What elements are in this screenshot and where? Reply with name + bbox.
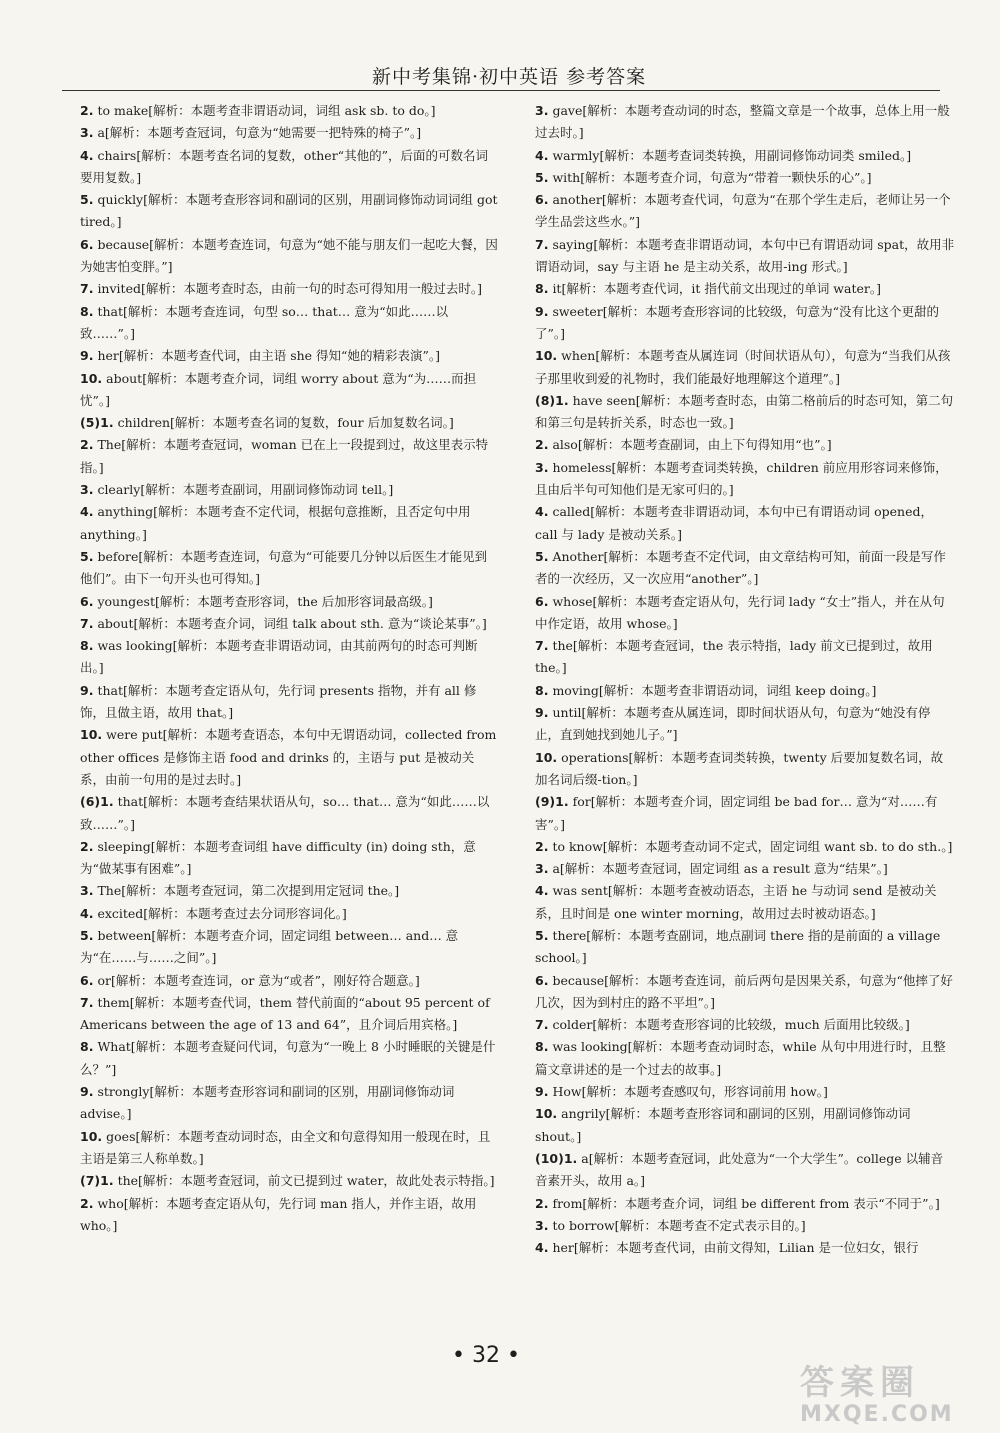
answer-text: warmly[解析：本题考查词类转换，用副词修饰动词类 smiled。] xyxy=(552,147,912,163)
answer-number: 4. xyxy=(80,147,94,163)
answer-text: that[解析：本题考查结果状语从句，so… that… 意为“如此……以致……”。] xyxy=(80,794,490,832)
answer-number: 4. xyxy=(535,1240,549,1256)
answer-number: 5. xyxy=(535,169,549,185)
answer-item xyxy=(80,635,498,680)
answer-number: 2. xyxy=(80,838,94,854)
answer-number: 8. xyxy=(80,303,94,319)
answer-number: 2. xyxy=(535,437,549,453)
answer-number: 10. xyxy=(535,1106,558,1122)
answer-item xyxy=(535,836,955,858)
answer-text: that[解析：本题考查连词，句型 so… that… 意为“如此……以致……”。] xyxy=(80,303,449,341)
answer-text: What[解析：本题考查疑问代词，句意为“一晚上 8 小时睡眠的关键是什么？”] xyxy=(80,1039,496,1077)
answer-number: 6. xyxy=(535,593,549,609)
answer-number: 10. xyxy=(80,1128,103,1144)
answer-number: 9. xyxy=(535,303,549,319)
answer-number: 6. xyxy=(535,972,549,988)
answer-item xyxy=(80,613,498,635)
answer-item xyxy=(80,546,498,591)
answer-item xyxy=(535,1193,955,1215)
answer-item xyxy=(535,791,955,836)
answer-number: 6. xyxy=(80,593,94,609)
answer-text: before[解析：本题考查连词，句意为“可能要几分钟以后医生才能见到他们”。由下一句开头也可得知。] xyxy=(80,548,488,587)
answer-item xyxy=(535,1081,955,1103)
answer-number: 10. xyxy=(80,370,103,386)
answer-item xyxy=(535,858,955,880)
answer-item xyxy=(80,925,498,970)
answer-text: called[解析：本题考查非谓语动词，本句中已有谓语动词 opened，call 与 lady 是被动关系。] xyxy=(535,504,934,542)
answer-number: 7. xyxy=(80,281,94,297)
answer-item xyxy=(535,925,955,970)
answer-number: 6. xyxy=(80,972,94,988)
answer-text: How[解析：本题考查感叹句，形容词前用 how。] xyxy=(552,1084,828,1100)
answer-text: strongly[解析：本题考查形容词和副词的区别，用副词修饰动词 advise。] xyxy=(80,1084,455,1122)
answer-text: was looking[解析：本题考查非谓语动词，由其前两句的时态可判断出。] xyxy=(80,638,478,676)
answer-item xyxy=(80,368,498,413)
answer-item xyxy=(535,1148,955,1193)
answer-item xyxy=(535,145,955,167)
answer-item xyxy=(535,501,955,546)
answer-text: her[解析：本题考查代词，由前文得知，Lilian 是一位妇女，银行 xyxy=(552,1240,919,1256)
answer-number: 2. xyxy=(535,1195,549,1211)
answer-item xyxy=(80,501,498,546)
answer-number: 8. xyxy=(535,1039,549,1055)
answer-item xyxy=(80,1193,498,1238)
answer-item xyxy=(80,434,498,479)
answer-item xyxy=(535,434,955,456)
answer-text: it[解析：本题考查代词，it 指代前文出现过的单词 water。] xyxy=(552,281,881,297)
watermark-top: 答案圈 xyxy=(800,1363,920,1403)
answer-number: 6. xyxy=(535,192,549,208)
answer-text: operations[解析：本题考查词类转换，twenty 后要加复数名词，故加名词后缀-tion。] xyxy=(535,749,944,787)
answer-item xyxy=(535,457,955,502)
answer-number: 5. xyxy=(80,927,94,943)
answer-text: from[解析：本题考查介词，词组 be different from 表示“不同于”。] xyxy=(552,1195,940,1211)
header-title: 新中考集锦·初中英语 参考答案 xyxy=(372,66,647,88)
answer-text: her[解析：本题考查代词，由主语 she 得知“她的精彩表演”。] xyxy=(97,348,440,364)
answer-item xyxy=(535,880,955,925)
answer-number: 10. xyxy=(535,348,558,364)
answer-number: 8. xyxy=(535,682,549,698)
answer-text: sweeter[解析：本题考查形容词的比较级，句意为“没有比这个更甜的了”。] xyxy=(535,303,940,341)
answer-item xyxy=(80,1036,498,1081)
answer-number: 3. xyxy=(535,861,549,877)
answer-text: that[解析：本题考查定语从句，先行词 presents 指物，并有 all 修饰，且做主语，故用 that。] xyxy=(80,682,477,721)
answer-text: youngest[解析：本题考查形容词，the 后加形容词最高级。] xyxy=(97,593,433,609)
answer-number: 7. xyxy=(80,615,94,631)
answer-text: because[解析：本题考查连词，句意为“她不能与朋友们一起吃大餐，因为她害怕变胖。”] xyxy=(80,236,498,275)
answer-number: 9. xyxy=(80,348,94,364)
answer-number: 2. xyxy=(535,838,549,854)
answer-item xyxy=(535,546,955,591)
answer-item xyxy=(535,680,955,702)
answer-text: for[解析：本题考查介词，固定词组 be bad for… 意为“对……有害”。] xyxy=(535,794,938,832)
answer-item xyxy=(535,345,955,390)
watermark-bottom: MXQE.COM xyxy=(800,1402,954,1427)
answer-text: another[解析：本题考查代词，句意为“在那个学生走后，老师让另一个学生品尝这些水。”] xyxy=(535,192,951,230)
answer-text: about[解析：本题考查介词，词组 worry about 意为“为……而担忧”。] xyxy=(80,370,477,408)
answer-text: children[解析：本题考查名词的复数，four 后加复数名词。] xyxy=(117,415,454,431)
answer-item xyxy=(80,992,498,1037)
answer-item xyxy=(80,680,498,725)
answer-text: between[解析：本题考查介词，固定词组 between… and… 意为“在……与……之间”。] xyxy=(80,927,459,966)
right-answer-column xyxy=(535,100,955,1259)
answer-number: (10)1. xyxy=(535,1150,578,1166)
answer-item xyxy=(80,234,498,279)
answer-item xyxy=(80,345,498,367)
answer-number: (8)1. xyxy=(535,392,569,408)
answer-number: 3. xyxy=(80,883,94,899)
answer-text: the[解析：本题考查冠词，the 表示特指，lady 前文已提到过，故用 the。] xyxy=(535,638,933,676)
answer-number: (6)1. xyxy=(80,794,114,810)
answer-text: chairs[解析：本题考查名词的复数，other“其他的”，后面的可数名词要用复数。] xyxy=(80,147,488,185)
answer-number: 3. xyxy=(535,1217,549,1233)
answer-number: 9. xyxy=(80,682,94,698)
answer-number: 3. xyxy=(535,103,549,118)
answer-text: moving[解析：本题考查非谓语动词，词组 keep doing。] xyxy=(552,682,877,698)
answer-text: who[解析：本题考查定语从句，先行词 man 指人，并作主语，故用 who。] xyxy=(80,1195,477,1233)
answer-item xyxy=(535,591,955,636)
answer-text: also[解析：本题考查副词，由上下句得知用“也”。] xyxy=(552,437,832,453)
answer-text: gave[解析：本题考查动词的时态，整篇文章是一个故事，总体上用一般过去时。] xyxy=(535,103,950,141)
answer-text: about[解析：本题考查介词，词组 talk about sth. 意为“谈论某事”。] xyxy=(97,615,487,631)
answer-text: a[解析：本题考查冠词，固定词组 as a result 意为“结果”。] xyxy=(552,861,888,877)
answer-number: 10. xyxy=(535,749,558,765)
answer-item xyxy=(80,970,498,992)
answer-number: 4. xyxy=(535,883,549,899)
answer-text: the[解析：本题考查冠词，前文已提到过 water，故此处表示特指。] xyxy=(117,1173,495,1189)
answer-item xyxy=(535,167,955,189)
answer-number: 7. xyxy=(535,638,549,654)
answer-text: to borrow[解析：本题考查不定式表示目的。] xyxy=(552,1217,806,1233)
answer-text: angrily[解析：本题考查形容词和副词的区别，用副词修饰动词 shout。] xyxy=(535,1106,911,1144)
answer-number: 2. xyxy=(80,437,94,453)
answer-item xyxy=(80,479,498,501)
answer-number: 9. xyxy=(535,1084,549,1100)
answer-item xyxy=(535,1215,955,1237)
page-number: • 32 • xyxy=(452,1343,520,1368)
answer-item xyxy=(535,970,955,1015)
answer-item xyxy=(80,903,498,925)
answer-number: 8. xyxy=(535,281,549,297)
answer-item xyxy=(535,1014,955,1036)
answer-number: 7. xyxy=(535,236,549,252)
answer-text: The[解析：本题考查冠词，第二次提到用定冠词 the。] xyxy=(97,883,400,899)
answer-item xyxy=(80,724,498,791)
answer-text: with[解析：本题考查介词，句意为“带着一颗快乐的心”。] xyxy=(552,169,872,185)
answer-text: Another[解析：本题考查不定代词，由文章结构可知，前面一段是写作者的一次经历，又一次应用“another”。] xyxy=(535,548,946,587)
answer-number: 9. xyxy=(535,705,549,721)
answer-text: because[解析：本题考查连词，前后两句是因果关系，句意为“他摔了好几次，因为到村庄的路不平坦”。] xyxy=(535,972,953,1010)
answer-item xyxy=(535,1103,955,1148)
answer-item xyxy=(535,1237,955,1259)
answer-number: 3. xyxy=(80,125,94,141)
answer-number: 7. xyxy=(535,1017,549,1033)
header-rule xyxy=(62,90,940,91)
answer-text: to make[解析：本题考查非谓语动词，词组 ask sb. to do。] xyxy=(97,103,436,118)
answer-item xyxy=(535,301,955,346)
answer-item xyxy=(80,591,498,613)
answer-text: colder[解析：本题考查形容词的比较级，much 后面用比较级。] xyxy=(552,1017,910,1033)
answer-text: whose[解析：本题考查定语从句，先行词 lady “女士”指人，并在从句中作定语，故用 whose。] xyxy=(535,593,945,631)
answer-text: clearly[解析：本题考查副词，用副词修饰动词 tell。] xyxy=(97,482,394,498)
answer-number: 6. xyxy=(80,236,94,252)
answer-text: were put[解析：本题考查语态，本句中无谓语动词，collected from other offices 是修饰主语 food and drinks 的，主语与 put 是被动关系，由前一句用的是过去时。] xyxy=(80,727,497,787)
answer-number: 5. xyxy=(80,548,94,564)
answer-number: 8. xyxy=(80,638,94,654)
answer-text: sleeping[解析：本题考查词组 have difficulty (in) doing sth，意为“做某事有困难”。] xyxy=(80,838,476,877)
answer-text: was sent[解析：本题考查被动语态，主语 he 与动词 send 是被动关系，且时间是 one winter morning，故用过去时被动语态。] xyxy=(535,883,937,921)
watermark-logo xyxy=(800,1355,990,1425)
answer-number: 3. xyxy=(80,482,94,498)
answer-number: 7. xyxy=(80,994,94,1010)
answer-item xyxy=(535,747,955,792)
answer-text: anything[解析：本题考查不定代词，根据句意推断，且否定句中用 anything。] xyxy=(80,504,471,542)
answer-number: 5. xyxy=(535,548,549,564)
answer-item xyxy=(80,189,498,234)
answer-text: a[解析：本题考查冠词，句意为“她需要一把特殊的椅子”。] xyxy=(97,125,422,141)
answer-item xyxy=(80,301,498,346)
answer-item xyxy=(80,278,498,300)
answer-item xyxy=(80,836,498,881)
answer-number: 10. xyxy=(80,727,103,743)
answer-item xyxy=(535,390,955,435)
answer-number: 5. xyxy=(535,927,549,943)
answer-item xyxy=(535,702,955,747)
answer-number: 4. xyxy=(535,504,549,520)
answer-number: 2. xyxy=(80,1195,94,1211)
answer-text: to know[解析：本题考查动词不定式，固定词组 want sb. to do sth.。] xyxy=(552,838,953,854)
answer-number: 9. xyxy=(80,1084,94,1100)
answer-item xyxy=(535,100,955,145)
answer-text: them[解析：本题考查代词，them 替代前面的“about 95 percent of Americans between the age of 13 and 64”，且介词后用宾格。] xyxy=(80,994,490,1033)
answer-item xyxy=(80,1170,498,1192)
answer-text: excited[解析：本题考查过去分词形容词化。] xyxy=(97,905,347,921)
answer-text: or[解析：本题考查连词，or 意为“或者”，刚好符合题意。] xyxy=(97,972,420,988)
answer-item xyxy=(535,1036,955,1081)
answer-text: there[解析：本题考查副词，地点副词 there 指的是前面的 a village school。] xyxy=(535,927,941,966)
answer-item xyxy=(535,635,955,680)
page-header xyxy=(0,62,1000,88)
answer-item xyxy=(80,122,498,144)
answer-text: a[解析：本题考查冠词，此处意为“一个大学生”。college 以辅音音素开头，故用 a。] xyxy=(535,1150,944,1189)
answer-item xyxy=(535,234,955,279)
answer-item xyxy=(535,189,955,234)
answer-text: quickly[解析：本题考查形容词和副词的区别，用副词修饰动词词组 got tired。] xyxy=(80,192,498,230)
answer-number: (9)1. xyxy=(535,794,569,810)
answer-text: have seen[解析：本题考查时态，由第二格前后的时态可知，第二句和第三句是转折关系，时态也一致。] xyxy=(535,392,954,431)
answer-text: homeless[解析：本题考查词类转换，children 前应用形容词来修饰，且由后半句可知他们是无家可归的。] xyxy=(535,459,948,498)
answer-number: (5)1. xyxy=(80,415,114,431)
answer-text: goes[解析：本题考查动词时态，由全文和句意得知用一般现在时，且主语是第三人称单数。] xyxy=(80,1128,491,1166)
answer-item xyxy=(80,880,498,902)
answer-text: was looking[解析：本题考查动词时态，while 从句中用进行时，且整篇文章讲述的是一个过去的故事。] xyxy=(535,1039,946,1077)
answer-number: 4. xyxy=(535,147,549,163)
answer-item xyxy=(80,1126,498,1171)
answer-number: (7)1. xyxy=(80,1173,114,1189)
answer-item xyxy=(80,1081,498,1126)
answer-number: 8. xyxy=(80,1039,94,1055)
answer-number: 5. xyxy=(80,192,94,208)
answer-item xyxy=(80,100,498,122)
answer-item xyxy=(535,278,955,300)
answer-number: 4. xyxy=(80,905,94,921)
left-answer-column xyxy=(80,100,498,1237)
answer-text: The[解析：本题考查冠词，woman 已在上一段提到过，故这里表示特指。] xyxy=(80,437,489,475)
answer-text: until[解析：本题考查从属连词，即时间状语从句，句意为“她没有停止，直到她找到她儿子。”] xyxy=(535,705,931,743)
answer-item xyxy=(80,145,498,190)
answer-item xyxy=(80,412,498,434)
answer-number: 4. xyxy=(80,504,94,520)
answer-number: 2. xyxy=(80,103,94,118)
answer-text: when[解析：本题考查从属连词（时间状语从句），句意为“当我们从孩子那里收到爱的礼物时，我们能最好地理解这个道理”。] xyxy=(535,348,951,386)
answer-text: saying[解析：本题考查非谓语动词，本句中已有谓语动词 spat，故用非谓语动词，say 与主语 he 是主动关系，故用-ing 形式。] xyxy=(535,236,955,275)
answer-item xyxy=(80,791,498,836)
answer-number: 3. xyxy=(535,459,549,475)
answer-text: invited[解析：本题考查时态，由前一句的时态可得知用一般过去时。] xyxy=(97,281,482,297)
